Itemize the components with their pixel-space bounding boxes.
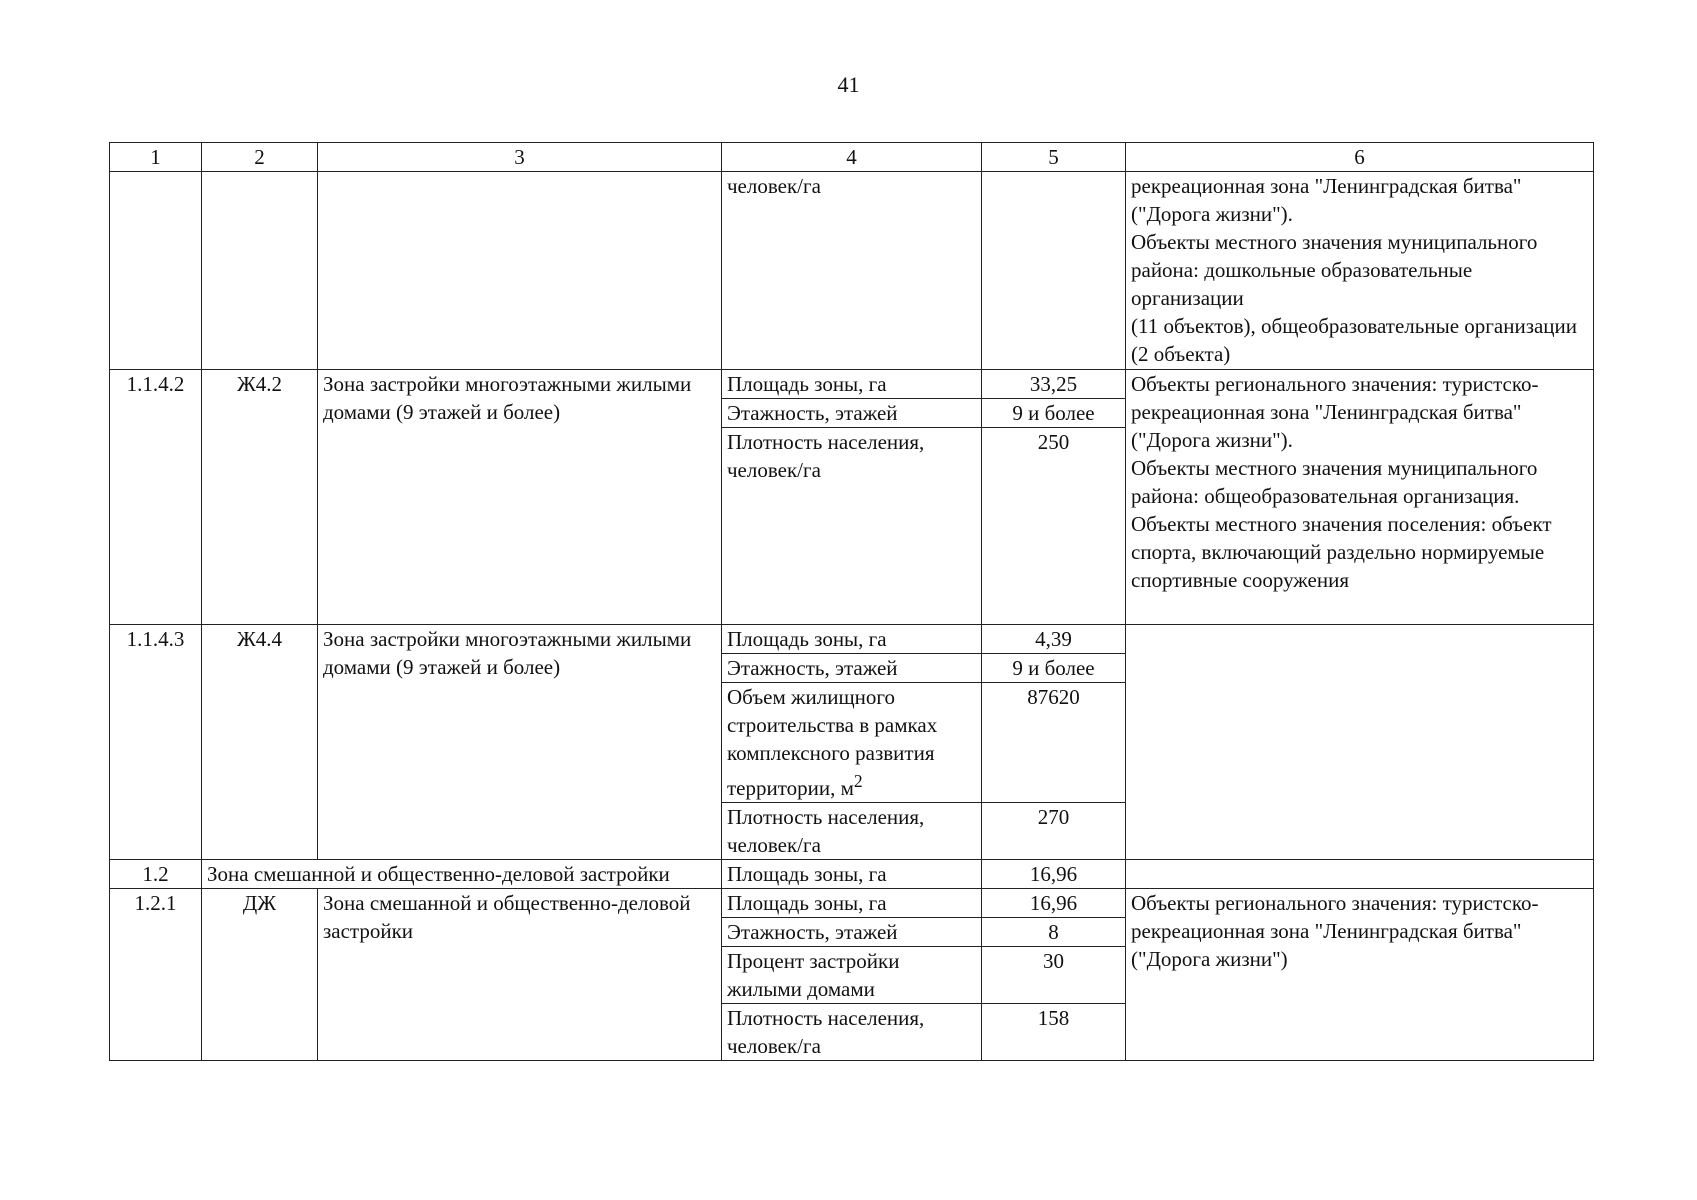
param-value	[982, 172, 1126, 370]
planned-objects: Объекты регионального значения: туристско-рекреационная зона "Ленинградская битва" ("Дорога жизни")	[1126, 889, 1594, 1061]
column-header-6: 6	[1126, 143, 1594, 172]
table-row	[110, 370, 1594, 399]
zone-name: Зона смешанной и общественно-деловой застройки	[202, 860, 722, 889]
param-value: 4,39	[982, 625, 1126, 654]
param-name: Площадь зоны, га	[722, 370, 982, 399]
param-name: человек/га	[722, 172, 982, 370]
param-name: Плотность населения, человек/га	[722, 803, 982, 860]
param-name: Этажность, этажей	[722, 654, 982, 683]
table-row	[110, 889, 1594, 918]
param-name: Этажность, этажей	[722, 399, 982, 428]
zone-code: ДЖ	[202, 889, 318, 1061]
row-number: 1.2	[110, 860, 202, 889]
column-header-5: 5	[982, 143, 1126, 172]
param-name: Площадь зоны, га	[722, 889, 982, 918]
planned-objects: рекреационная зона "Ленинградская битва" ("Дорога жизни"). Объекты местного значения муниципального района: дошкольные образовательные организации (11 объектов), общеобразовательные организации (2 объекта)	[1126, 172, 1594, 370]
column-header-1: 1	[110, 143, 202, 172]
planned-objects: Объекты регионального значения: туристско-рекреационная зона "Ленинградская битва" ("Дорога жизни"). Объекты местного значения муниципального района: общеобразовательная организация. Объекты местного значения поселения: объект спорта, включающий раздельно нормируемые спортивные сооружения	[1126, 370, 1594, 625]
planned-objects	[1126, 625, 1594, 860]
column-header-3: 3	[318, 143, 722, 172]
row-number: 1.2.1	[110, 889, 202, 1061]
row-number: 1.1.4.3	[110, 625, 202, 860]
param-value: 16,96	[982, 889, 1126, 918]
param-value: 9 и более	[982, 654, 1126, 683]
unit-superscript: 2	[853, 771, 863, 791]
param-value: 8	[982, 918, 1126, 947]
param-name: Площадь зоны, га	[722, 625, 982, 654]
param-value: 16,96	[982, 860, 1126, 889]
param-value: 158	[982, 1004, 1126, 1061]
param-name	[722, 683, 982, 803]
param-name: Процент застройки жилыми домами	[722, 947, 982, 1004]
planned-objects	[1126, 860, 1594, 889]
zones-table	[109, 142, 1594, 1061]
param-name-text: Объем жилищного строительства в рамках комплексного развития территории, м	[727, 685, 938, 800]
table-row	[110, 860, 1594, 889]
header-row	[110, 143, 1594, 172]
param-value: 9 и более	[982, 399, 1126, 428]
param-value: 33,25	[982, 370, 1126, 399]
param-value: 270	[982, 803, 1126, 860]
column-header-4: 4	[722, 143, 982, 172]
page-number: 41	[837, 72, 860, 97]
param-name: Плотность населения, человек/га	[722, 428, 982, 625]
table-row	[110, 172, 1594, 370]
param-value: 30	[982, 947, 1126, 1004]
zone-code: Ж4.4	[202, 625, 318, 860]
param-name: Этажность, этажей	[722, 918, 982, 947]
zone-name	[318, 172, 722, 370]
zone-name: Зона застройки многоэтажными жилыми домами (9 этажей и более)	[318, 370, 722, 625]
param-value: 250	[982, 428, 1126, 625]
param-value: 87620	[982, 683, 1126, 803]
row-number	[110, 172, 202, 370]
zone-name: Зона застройки многоэтажными жилыми домами (9 этажей и более)	[318, 625, 722, 860]
table-row	[110, 625, 1594, 654]
param-name: Плотность населения, человек/га	[722, 1004, 982, 1061]
zone-code	[202, 172, 318, 370]
zone-code: Ж4.2	[202, 370, 318, 625]
column-header-2: 2	[202, 143, 318, 172]
row-number: 1.1.4.2	[110, 370, 202, 625]
param-name: Площадь зоны, га	[722, 860, 982, 889]
zone-name: Зона смешанной и общественно-деловой застройки	[318, 889, 722, 1061]
